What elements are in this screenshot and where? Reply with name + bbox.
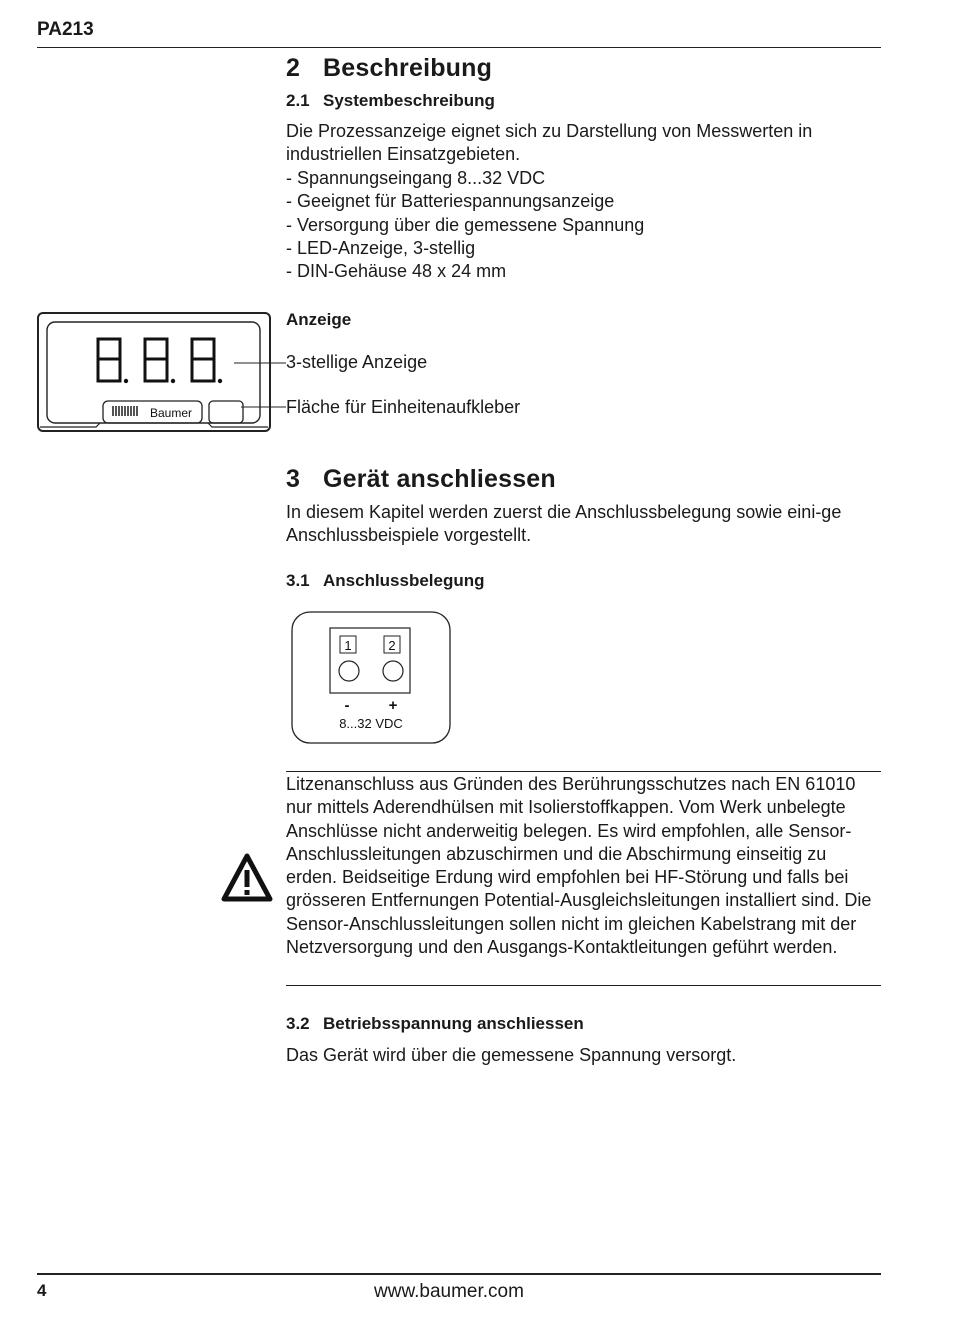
section-3-2-heading: 3.2 Betriebsspannung anschliessen [286,1014,584,1033]
list-item: - Geeignet für Batteriespannungsanzeige [286,191,615,212]
display-figure [30,305,286,435]
section-2-1-heading: 2.1 Systembeschreibung [286,91,495,110]
page-number: 4 [37,1281,47,1300]
warning-bottom-rule [286,985,881,986]
unit-sticker-area [209,401,243,423]
list-item: - LED-Anzeige, 3-stellig [286,237,476,258]
list-item: - Spannungseingang 8...32 VDC [286,168,546,188]
footer-rule [37,1273,881,1275]
terminal-voltage: 8...32 VDC [339,716,403,731]
baumer-logo-mark [112,406,138,416]
footer-url-link[interactable]: www.baumer.com [374,1281,524,1302]
feature-list [286,167,866,283]
terminal-plus: + [388,697,398,714]
terminal-minus: - [344,697,350,714]
supply-text: Das Gerät wird über die gemessene Spannung versorgt. [286,1045,737,1065]
terminal-1-number: 1 [344,638,352,653]
list-item: - DIN-Gehäuse 48 x 24 mm [286,261,507,282]
section-2-heading: 2 Beschreibung [286,54,493,82]
header-rule [37,47,881,48]
terminal-1-screw [339,661,359,681]
terminal-diagram [290,610,454,746]
warning-top-rule [286,771,881,772]
list-item: - Versorgung über die gemessene Spannung [286,214,645,235]
digit-2 [145,339,167,381]
seven-segment-digits [98,339,222,383]
terminal-2-screw [383,661,403,681]
sticker-label: Fläche für Einheitenaufkleber [286,397,521,417]
system-description: Die Prozessanzeige eignet sich zu Darstellung von Messwerten in industriellen Einsatzgebieten. [286,121,813,165]
section-3-intro: In diesem Kapitel werden zuerst die Anschlussbelegung sowie eini-ge Anschlussbeispiele vorgestellt. [286,502,842,546]
document-id: PA213 [37,19,94,40]
terminal-block [330,628,410,693]
display-heading: Anzeige [286,310,352,329]
brand-text: Baumer [150,406,193,420]
section-3-heading: 3 Gerät anschliessen [286,465,556,493]
digit-3 [192,339,214,381]
digit-1 [98,339,120,381]
warning-icon [221,852,273,904]
display-label: 3-stellige Anzeige [286,352,428,372]
section-3-1-heading: 3.1 Anschlussbelegung [286,571,485,590]
terminal-2-number: 2 [388,638,396,653]
warning-text: Litzenanschluss aus Gründen des Berührungsschutzes nach EN 61010 nur mittels Aderendhülsen mit Isolierstoffkappen. Vom Werk unbelegte Anschlüsse nicht anderweitig belegen. Es wird empfohlen, alle Sensor-Anschlussleitungen abzuschirmen und die Abschirmung einseitig zu erden. Beidseitige Erdung wird empfohlen bei HF-Störung und falls bei grösseren Entfernungen Potential-Ausgleichsleitungen installiert sind. Die Sensor-Anschlussleitungen sollen nicht im gleichen Kabelstrang mit der Netzversorgung und den Ausgangs-Kontaktleitungen geführt werden. [286,774,872,958]
